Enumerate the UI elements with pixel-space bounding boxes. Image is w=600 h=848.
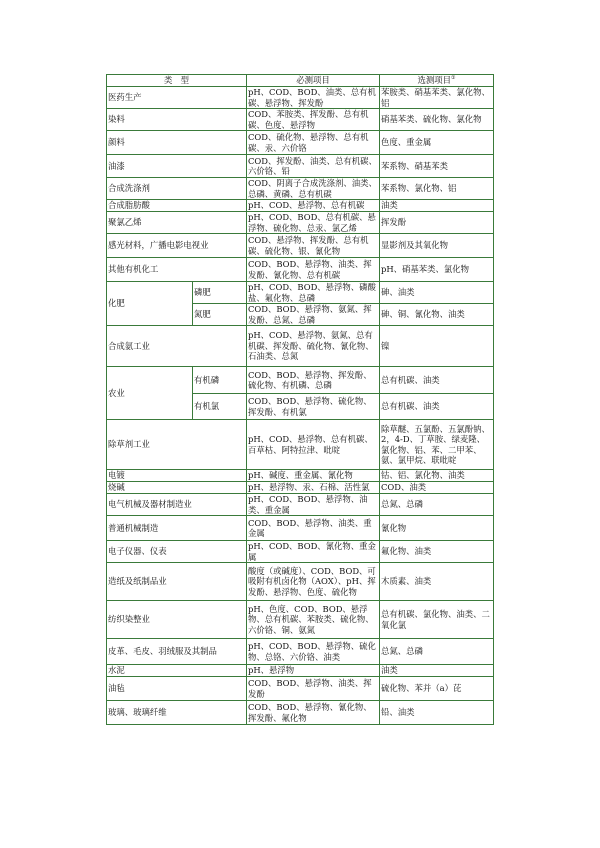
type-cell: 合成洗涤剂 [107, 178, 247, 200]
type-cell: 电镀 [107, 470, 247, 482]
type-cell: 农业 [107, 367, 193, 420]
optional-cell: 氟化物、油类 [380, 541, 494, 563]
optional-cell: 苯系物、硝基苯类 [380, 155, 494, 178]
subtype-cell: 有机磷 [193, 367, 247, 394]
required-cell: pH、COD、悬浮物、总有机碳 [247, 200, 380, 212]
table-row [107, 131, 494, 155]
table-row [107, 234, 494, 258]
type-cell: 玻璃、玻璃纤维 [107, 701, 247, 725]
header-optional [380, 75, 494, 87]
optional-cell: 硝基苯类、硫化物、氯化物 [380, 109, 494, 131]
table-row [107, 563, 494, 601]
required-cell: COD、苯胺类、挥发酚、总有机碳、色度、悬浮物 [247, 109, 380, 131]
optional-cell: COD、油类 [380, 482, 494, 494]
monitoring-items-table [106, 74, 494, 725]
type-cell: 化肥 [107, 282, 193, 326]
required-cell: COD、BOD、悬浮物、油类、挥发酚 [247, 677, 380, 701]
optional-cell: pH、硝基苯类、氯化物 [380, 258, 494, 282]
type-cell: 除草剂工业 [107, 420, 247, 470]
required-cell: COD、BOD、悬浮物、油类、重金属 [247, 516, 380, 541]
optional-cell: 显影剂及其氧化物 [380, 234, 494, 258]
required-cell: pH、色度、COD、BOD、悬浮物、总有机碳、苯胺类、硫化物、六价铬、铜、氨氮 [247, 601, 380, 639]
optional-cell: 氰化物 [380, 516, 494, 541]
type-cell: 烧碱 [107, 482, 247, 494]
type-cell: 合成脂肪酸 [107, 200, 247, 212]
type-cell: 合成氨工业 [107, 326, 247, 367]
optional-cell: 总有机碳、氯化物、油类、二氧化氯 [380, 601, 494, 639]
optional-cell: 木质素、油类 [380, 563, 494, 601]
required-cell: pH、COD、BOD、悬浮物、硫化物、总铬、六价铬、油类 [247, 639, 380, 665]
required-cell: COD、阴离子合成洗涤剂、油类、总磷、黄磷、总有机碳 [247, 178, 380, 200]
table-row [107, 282, 494, 304]
table-row [107, 701, 494, 725]
type-cell: 油毡 [107, 677, 247, 701]
required-cell: 酸度（或碱度）、COD、BOD、可吸附有机卤化物（AOX）、pH、挥发酚、悬浮物、色度、硫化物 [247, 563, 380, 601]
required-cell: COD、悬浮物、挥发酚、总有机碳、硫化物、银、氰化物 [247, 234, 380, 258]
required-cell: pH、COD、BOD、总有机碳、悬浮物、硫化物、总汞、氯乙烯 [247, 212, 380, 234]
table-row [107, 639, 494, 665]
type-cell: 颜料 [107, 131, 247, 155]
type-cell: 电气机械及器材制造业 [107, 494, 247, 516]
required-cell: pH、悬浮物 [247, 665, 380, 677]
optional-cell: 镍 [380, 326, 494, 367]
type-cell: 水泥 [107, 665, 247, 677]
type-cell: 造纸及纸制品业 [107, 563, 247, 601]
required-cell: pH、COD、BOD、悬浮物、磷酸盐、氟化物、总磷 [247, 282, 380, 304]
type-cell: 普通机械制造 [107, 516, 247, 541]
required-cell: COD、挥发酚、油类、总有机碳、六价铬、铅 [247, 155, 380, 178]
required-cell: COD、BOD、悬浮物、硫化物、挥发酚、有机氯 [247, 394, 380, 420]
table-row [107, 516, 494, 541]
optional-cell: 色度、重金属 [380, 131, 494, 155]
table-row [107, 665, 494, 677]
optional-cell: 总有机碳、油类 [380, 367, 494, 394]
table-row [107, 258, 494, 282]
required-cell: pH、COD、BOD、氰化物、重金属 [247, 541, 380, 563]
optional-cell: 苯胺类、硝基苯类、氯化物、铝 [380, 87, 494, 109]
type-cell: 其他有机化工 [107, 258, 247, 282]
required-cell: pH、碱度、重金属、氰化物 [247, 470, 380, 482]
table-row [107, 601, 494, 639]
optional-cell: 油类 [380, 665, 494, 677]
header-footnote-mark: ① [451, 75, 456, 82]
table-row [107, 109, 494, 131]
optional-cell: 油类 [380, 200, 494, 212]
table-row [107, 178, 494, 200]
optional-cell: 砷、铜、氰化物、油类 [380, 304, 494, 326]
optional-cell: 砷、油类 [380, 282, 494, 304]
table-row [107, 155, 494, 178]
optional-cell: 总氮、总磷 [380, 639, 494, 665]
required-cell: pH、悬浮物、汞、石棉、活性氯 [247, 482, 380, 494]
optional-cell: 总有机碳、油类 [380, 394, 494, 420]
table-row [107, 541, 494, 563]
required-cell: COD、BOD、悬浮物、挥发酚、硫化物、有机磷、总磷 [247, 367, 380, 394]
table-row [107, 470, 494, 482]
type-cell: 皮革、毛皮、羽绒服及其制品 [107, 639, 247, 665]
type-cell: 感光材料，广播电影电视业 [107, 234, 247, 258]
optional-cell: 除草醚、五氯酚、五氯酚钠、2，4-D、丁草胺、绿麦隆、氯化物、铝、苯、二甲苯、氨、氯甲烷、联吡啶 [380, 420, 494, 470]
required-cell: pH、COD、悬浮物、总有机碳、百草枯、阿特拉津、吡啶 [247, 420, 380, 470]
table-row [107, 200, 494, 212]
table-row [107, 326, 494, 367]
type-cell: 纺织染整业 [107, 601, 247, 639]
table-row [107, 420, 494, 470]
required-cell: pH、COD、BOD、悬浮物、油类、重金属 [247, 494, 380, 516]
table-header-row [107, 75, 494, 87]
type-cell: 电子仪器、仪表 [107, 541, 247, 563]
table-row [107, 677, 494, 701]
required-cell: COD、BOD、悬浮物、氰化物、挥发酚、氟化物 [247, 701, 380, 725]
table-row [107, 212, 494, 234]
required-cell: COD、BOD、悬浮物、氨氮、挥发酚、总氮、总磷 [247, 304, 380, 326]
type-cell: 医药生产 [107, 87, 247, 109]
subtype-cell: 氮肥 [193, 304, 247, 326]
required-cell: COD、BOD、悬浮物、油类、挥发酚、氰化物、总有机碳 [247, 258, 380, 282]
optional-cell: 挥发酚 [380, 212, 494, 234]
table-row [107, 367, 494, 394]
type-cell: 油漆 [107, 155, 247, 178]
table-row [107, 482, 494, 494]
type-cell: 染料 [107, 109, 247, 131]
optional-cell: 总氮、总磷 [380, 494, 494, 516]
subtype-cell: 磷肥 [193, 282, 247, 304]
required-cell: COD、硫化物、悬浮物、总有机碳、汞、六价铬 [247, 131, 380, 155]
header-required: 必测项目 [247, 75, 380, 87]
subtype-cell: 有机氯 [193, 394, 247, 420]
table-row [107, 494, 494, 516]
required-cell: pH、COD、悬浮物、氨氮、总有机碳、挥发酚、硫化物、氰化物、石油类、总氮 [247, 326, 380, 367]
header-type: 类 型 [107, 75, 247, 87]
required-cell: pH、COD、BOD、油类、总有机碳、悬浮物、挥发酚 [247, 87, 380, 109]
table-row [107, 87, 494, 109]
type-cell: 聚氯乙烯 [107, 212, 247, 234]
optional-cell: 苯系物、氯化物、铝 [380, 178, 494, 200]
header-optional-label: 选测项目 [417, 75, 451, 86]
optional-cell: 硫化物、苯并（a）芘 [380, 677, 494, 701]
optional-cell: 铅、油类 [380, 701, 494, 725]
optional-cell: 钴、铝、氯化物、油类 [380, 470, 494, 482]
